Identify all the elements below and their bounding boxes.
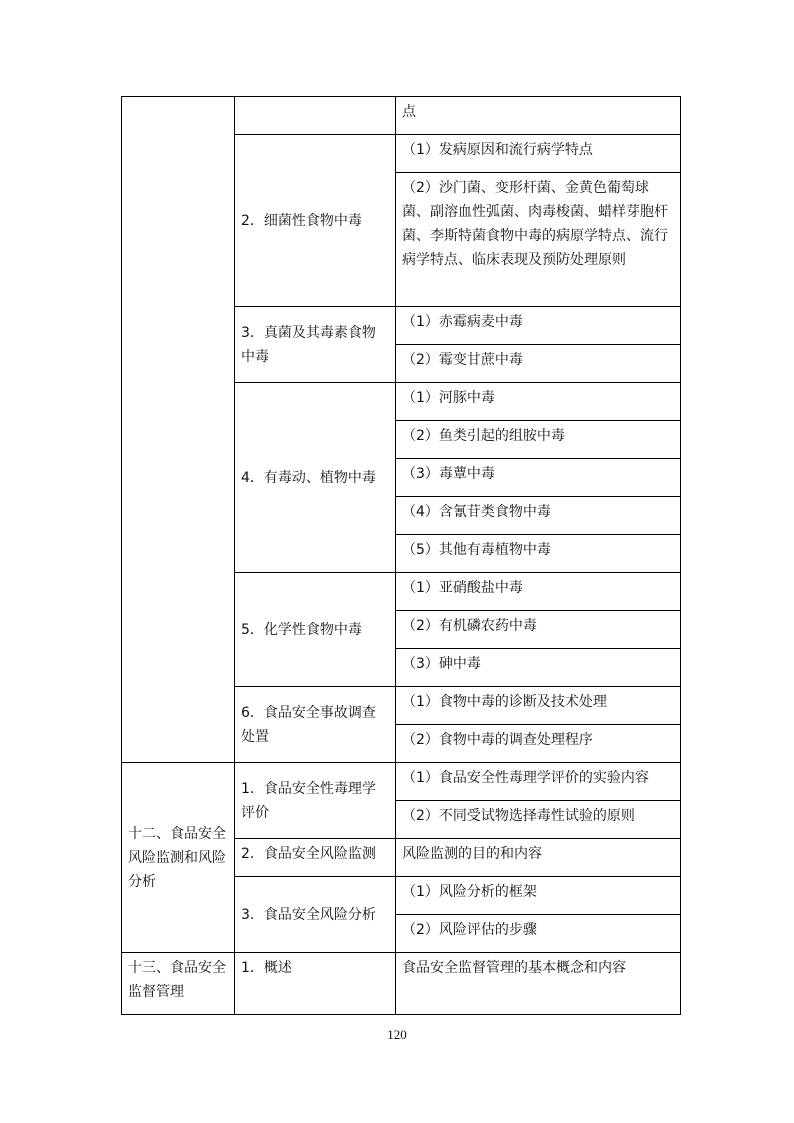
point-cell: 食品安全监督管理的基本概念和内容: [396, 953, 681, 1015]
topic-cell: 1．食品安全性毒理学评价: [235, 763, 396, 839]
point-cell: （2）霉变甘蔗中毒: [396, 345, 681, 383]
point-cell: （3）砷中毒: [396, 649, 681, 687]
table-row: [122, 97, 681, 135]
point-cell: （1）食物中毒的诊断及技术处理: [396, 687, 681, 725]
point-cell: （2）风险评估的步骤: [396, 915, 681, 953]
topic-cell: 2．食品安全风险监测: [235, 839, 396, 877]
point-cell: （1）亚硝酸盐中毒: [396, 573, 681, 611]
point-cell: （1）赤霉病麦中毒: [396, 307, 681, 345]
point-cell: （3）毒蕈中毒: [396, 459, 681, 497]
point-cell: 风险监测的目的和内容: [396, 839, 681, 877]
point-cell: （2）有机磷农药中毒: [396, 611, 681, 649]
point-cell: （1）河豚中毒: [396, 383, 681, 421]
syllabus-table: [121, 96, 681, 1015]
topic-cell: [235, 97, 396, 135]
point-cell: （1）发病原因和流行病学特点: [396, 135, 681, 173]
topic-cell: 5．化学性食物中毒: [235, 573, 396, 687]
unit-cell: 十二、食品安全风险监测和风险分析: [122, 763, 235, 953]
point-cell: （5）其他有毒植物中毒: [396, 535, 681, 573]
point-cell: （1）食品安全性毒理学评价的实验内容: [396, 763, 681, 801]
point-cell: （2）不同受试物选择毒性试验的原则: [396, 801, 681, 839]
unit-cell: [122, 97, 235, 763]
topic-cell: 4．有毒动、植物中毒: [235, 383, 396, 573]
point-cell: （2）沙门菌、变形杆菌、金黄色葡萄球菌、副溶血性弧菌、肉毒梭菌、蜡样芽胞杆菌、李斯特菌食物中毒的病原学特点、流行病学特点、临床表现及预防处理原则: [396, 173, 681, 307]
unit-cell: 十三、食品安全监督管理: [122, 953, 235, 1015]
point-cell: 点: [396, 97, 681, 135]
table-row: [122, 763, 681, 801]
point-cell: （1）风险分析的框架: [396, 877, 681, 915]
topic-cell: 6．食品安全事故调查处置: [235, 687, 396, 763]
point-cell: （2）鱼类引起的组胺中毒: [396, 421, 681, 459]
page-number: 120: [387, 1027, 407, 1042]
topic-cell: 1．概述: [235, 953, 396, 1015]
point-cell: （4）含氰苷类食物中毒: [396, 497, 681, 535]
topic-cell: 3．食品安全风险分析: [235, 877, 396, 953]
topic-cell: 2．细菌性食物中毒: [235, 135, 396, 307]
topic-cell: 3．真菌及其毒素食物中毒: [235, 307, 396, 383]
point-cell: （2）食物中毒的调查处理程序: [396, 725, 681, 763]
table-row: [122, 953, 681, 1015]
